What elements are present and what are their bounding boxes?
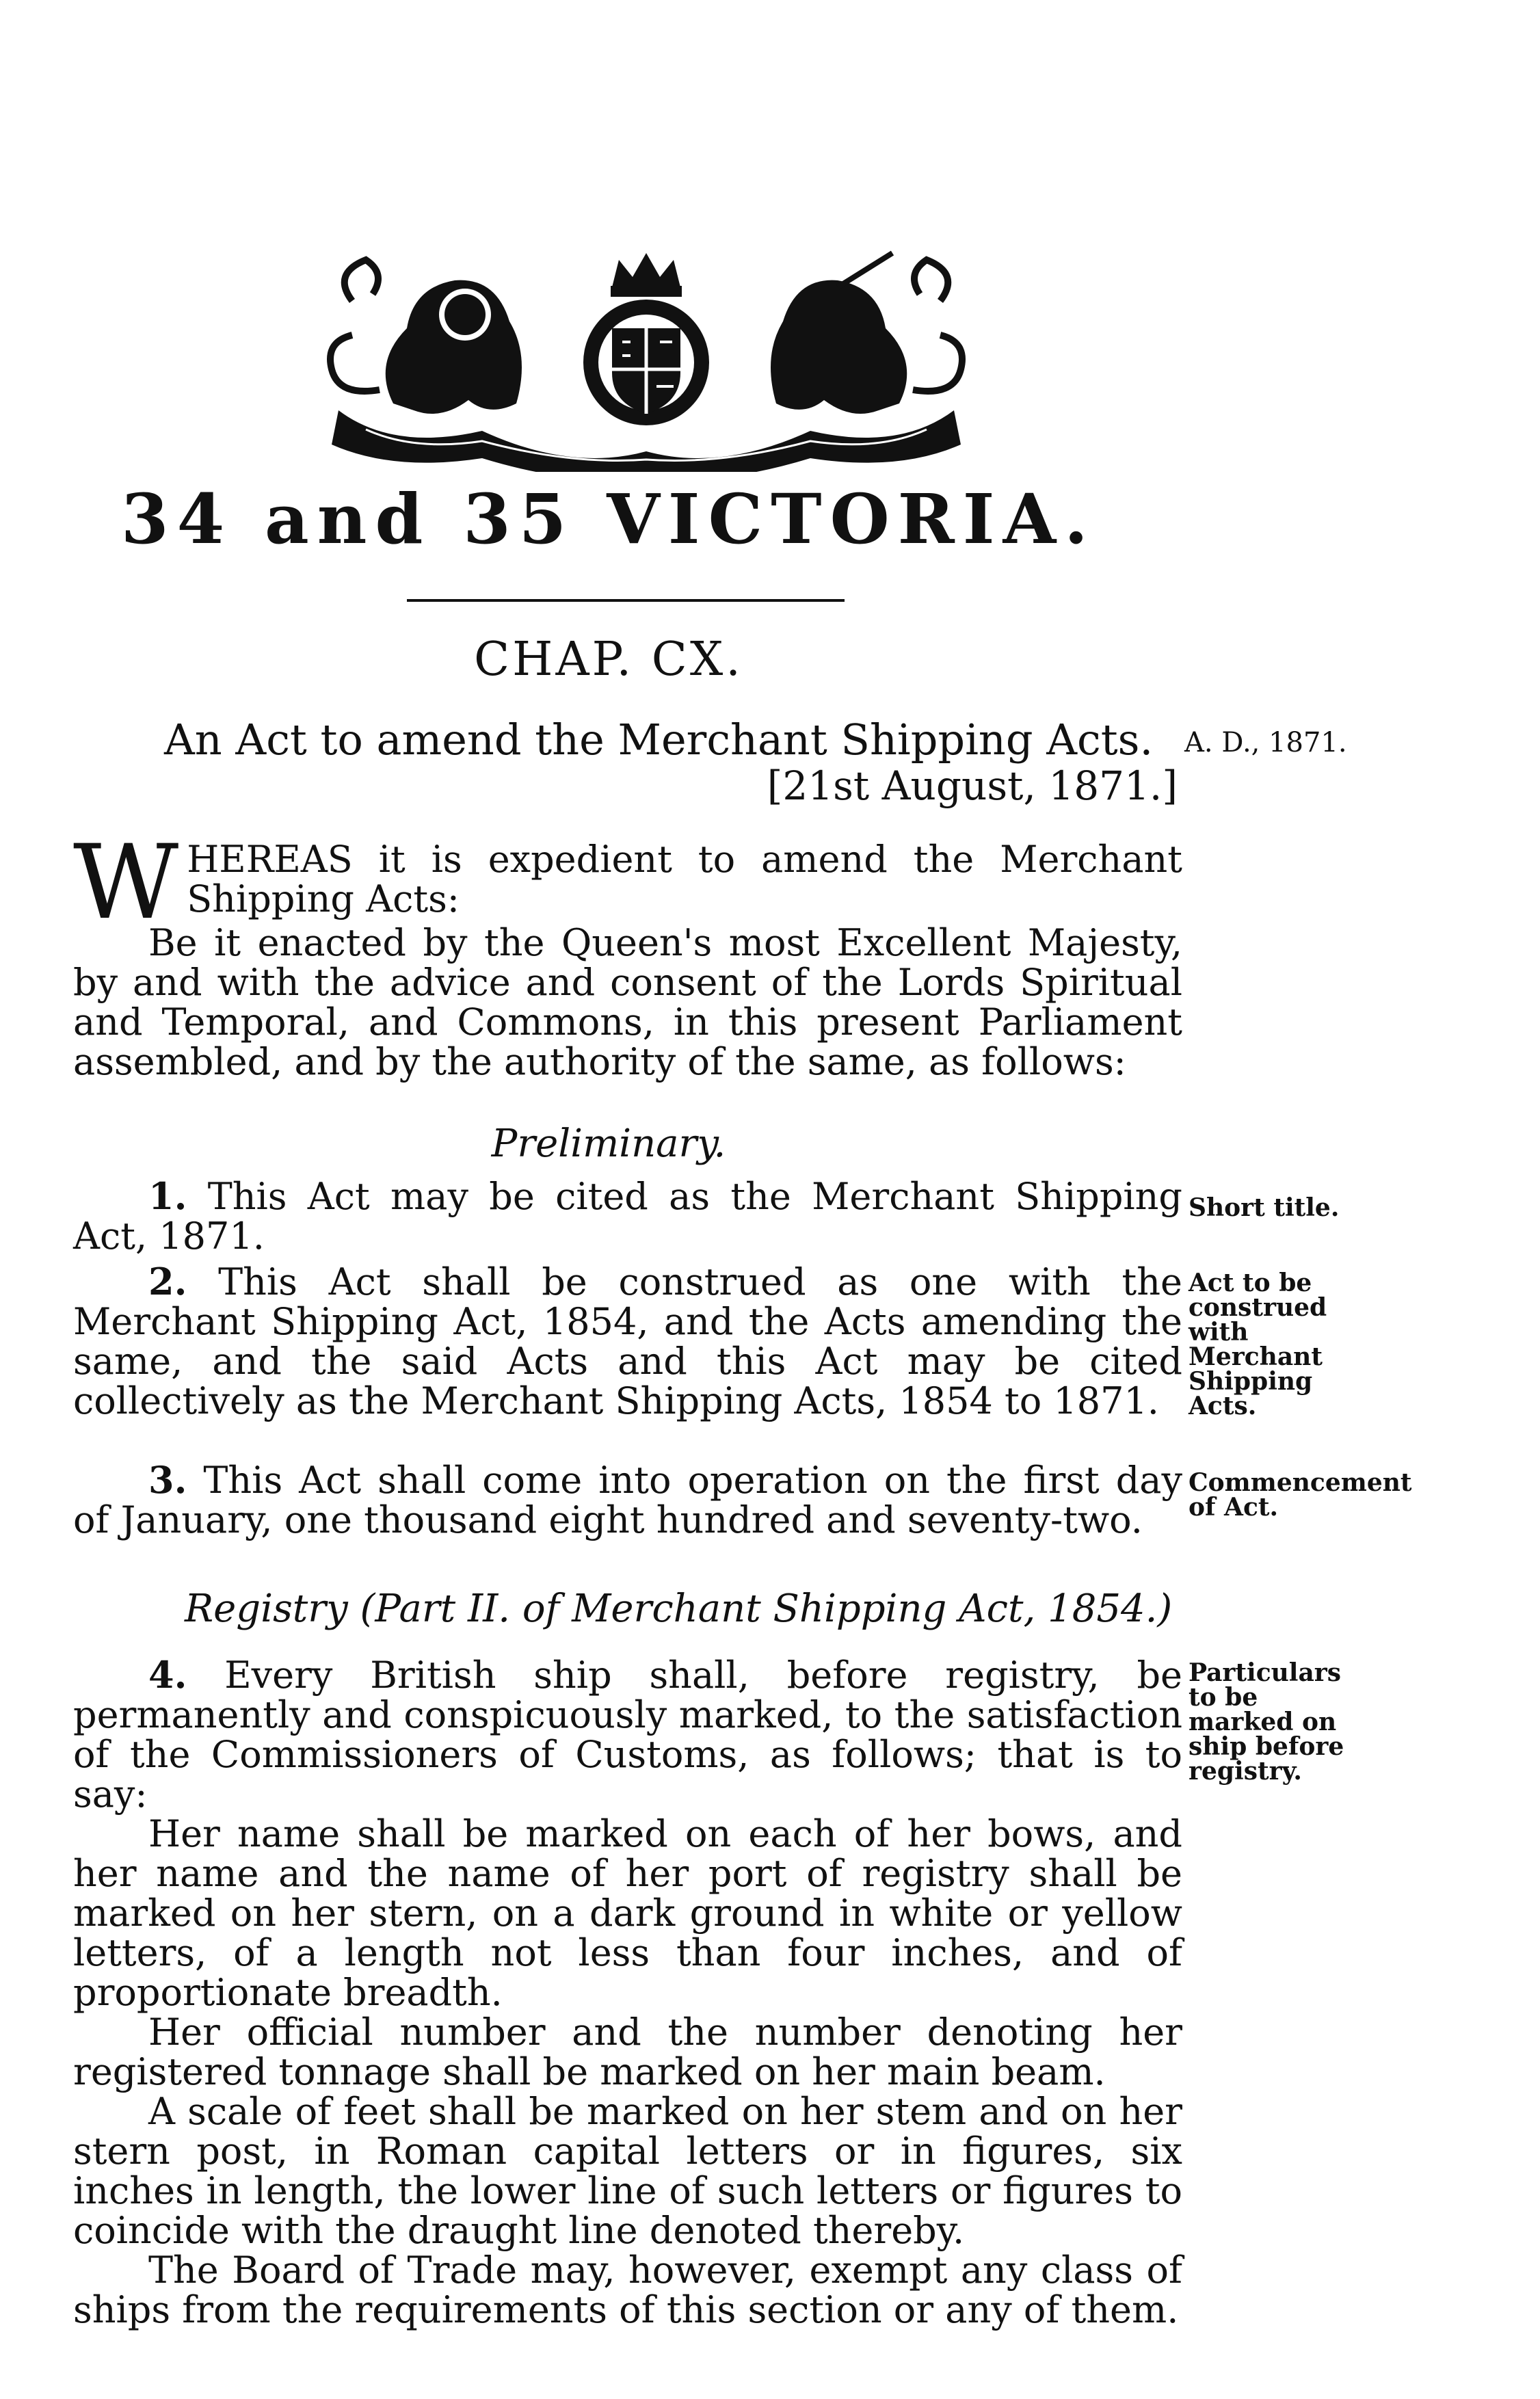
section-text: Every British ship shall, before registry, be permanently and conspicuously marked, to the satisfaction of the Commissioners of Customs, as follows; that is to say:: [73, 1654, 1182, 1816]
drop-cap: W: [73, 823, 179, 942]
section-paragraph: A scale of feet shall be marked on her stem and on her stern post, in Roman capital letters or in figures, six inches in length, the lower line of such letters or figures to coincide with the draught line denoted thereby.: [73, 2090, 1182, 2252]
heading-registry: Registry (Part II. of Merchant Shipping Act, 1854.): [185, 1587, 1173, 1631]
margin-note-short-title: Short title.: [1189, 1193, 1340, 1222]
chapter-number: CHAP. CX.: [474, 633, 743, 687]
heading-preliminary: Preliminary.: [491, 1122, 726, 1166]
section-number: 4.: [148, 1653, 187, 1697]
section-number: 3.: [148, 1458, 187, 1502]
royal-assent-date: [21st August, 1871.]: [767, 763, 1178, 809]
section-paragraph: Her name shall be marked on each of her bows, and her name and the name of her port of registry shall be marked on her stern, on a dark ground in white or yellow letters, of a length not less than four inches, and of proportionate breadth.: [73, 1812, 1182, 2014]
anno-domini-note: A. D., 1871.: [1184, 727, 1347, 758]
title-rule: [407, 599, 845, 602]
enacting-formula: Be it enacted by the Queen's most Excellent Majesty, by and with the advice and consent of the Lords Spiritual and Temporal, and Commons, in this present Parliament assembled, and by the authority of the same, as follows:: [73, 921, 1182, 1083]
section-number: 2.: [148, 1260, 187, 1303]
section-text: This Act shall be construed as one with the Merchant Shipping Act, 1854, and the Acts amending the same, and the said Acts and this Act may be cited collectively as the Merchant Shipping Acts, 1854 to 1871.: [73, 1260, 1182, 1422]
long-title: An Act to amend the Merchant Shipping Acts.: [164, 715, 1154, 765]
section-1: [73, 1176, 1182, 1256]
margin-note-particulars: Particulars to be marked on ship before registry.: [1189, 1658, 1344, 1786]
section-4: [73, 1655, 1182, 2330]
preamble: [73, 823, 1182, 1083]
section-paragraph: The Board of Trade may, however, exempt any class of ships from the requirements of this section or any of them.: [73, 2249, 1182, 2331]
section-paragraph: Her official number and the number denoting her registered tonnage shall be marked on her main beam.: [73, 2011, 1182, 2093]
section-2: [73, 1262, 1182, 1421]
regnal-year: 34 and 35 VICTORIA.: [121, 479, 1096, 559]
section-number: 1.: [148, 1174, 187, 1218]
section-text: This Act may be cited as the Merchant Shipping Act, 1871.: [73, 1175, 1182, 1258]
margin-note-construction: Act to be construed with Merchant Shipping Acts.: [1189, 1269, 1327, 1420]
section-3: [73, 1460, 1182, 1540]
section-text: This Act shall come into operation on the first day of January, one thousand eight hundred and seventy-two.: [73, 1459, 1182, 1541]
margin-note-commencement: Commencement of Act.: [1189, 1468, 1412, 1522]
royal-coat-of-arms: [311, 246, 981, 472]
preamble-whereas: HEREAS it is expedient to amend the Merchant Shipping Acts:: [187, 838, 1182, 920]
